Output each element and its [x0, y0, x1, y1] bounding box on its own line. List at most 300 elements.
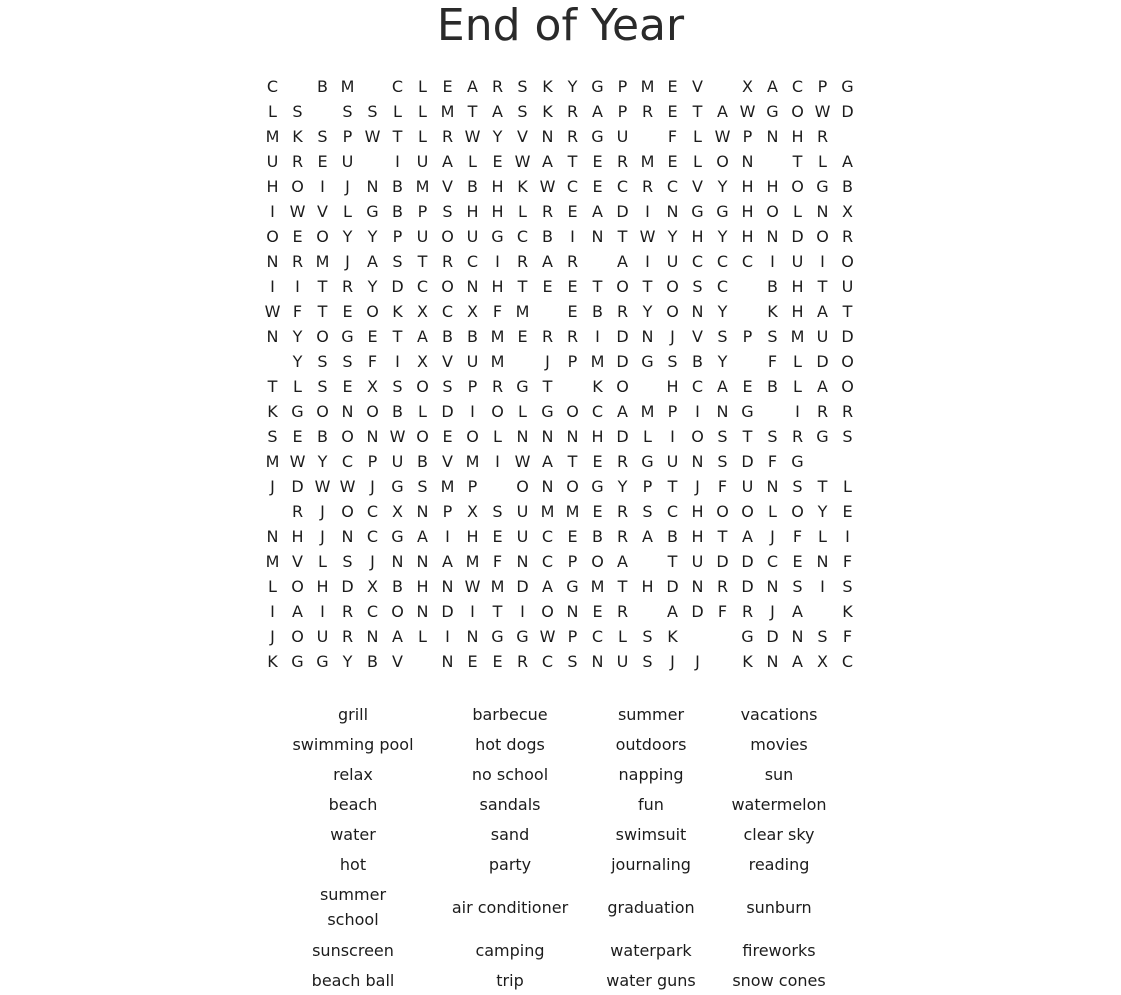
grid-cell[interactable]: U — [666, 252, 679, 271]
grid-cell[interactable]: P — [467, 477, 478, 496]
grid-cell[interactable]: S — [417, 477, 428, 496]
grid-cell[interactable]: P — [342, 127, 353, 146]
grid-cell[interactable]: C — [741, 252, 754, 271]
grid-cell[interactable]: K — [267, 652, 278, 671]
grid-cell[interactable]: H — [791, 127, 804, 146]
grid-cell[interactable]: L — [843, 477, 852, 496]
grid-cell[interactable]: O — [541, 602, 554, 621]
grid-cell[interactable]: D — [441, 602, 454, 621]
grid-cell[interactable]: T — [567, 152, 578, 171]
grid-cell[interactable]: C — [716, 277, 729, 296]
grid-cell[interactable] — [485, 474, 510, 499]
grid-cell[interactable]: A — [617, 552, 628, 571]
grid-cell[interactable]: D — [741, 452, 754, 471]
grid-cell[interactable]: G — [491, 227, 504, 246]
grid-cell[interactable]: N — [341, 527, 354, 546]
grid-cell[interactable]: H — [741, 177, 754, 196]
grid-cell[interactable]: V — [692, 327, 703, 346]
grid-cell[interactable]: K — [542, 102, 553, 121]
grid-cell[interactable]: T — [417, 252, 428, 271]
grid-cell[interactable] — [735, 299, 760, 324]
grid-cell[interactable]: L — [768, 502, 777, 521]
grid-cell[interactable]: M — [640, 152, 655, 171]
grid-cell[interactable]: Y — [717, 177, 728, 196]
grid-cell[interactable]: K — [392, 302, 403, 321]
grid-cell[interactable]: M — [440, 477, 455, 496]
grid-cell[interactable]: O — [791, 502, 804, 521]
grid-cell[interactable]: O — [391, 602, 404, 621]
grid-cell[interactable]: X — [417, 352, 428, 371]
grid-cell[interactable]: P — [642, 477, 653, 496]
grid-cell[interactable]: M — [340, 77, 355, 96]
grid-cell[interactable] — [710, 649, 735, 674]
grid-cell[interactable]: U — [741, 477, 754, 496]
grid-cell[interactable]: S — [792, 477, 803, 496]
grid-cell[interactable]: R — [841, 402, 854, 421]
grid-cell[interactable]: S — [842, 577, 853, 596]
grid-cell[interactable]: A — [817, 377, 828, 396]
grid-cell[interactable]: H — [491, 277, 504, 296]
grid-cell[interactable]: N — [666, 202, 679, 221]
grid-cell[interactable]: D — [841, 327, 854, 346]
grid-cell[interactable]: G — [716, 202, 729, 221]
grid-cell[interactable]: M — [490, 352, 505, 371]
grid-cell[interactable]: L — [343, 202, 352, 221]
grid-cell[interactable]: E — [592, 177, 603, 196]
grid-cell[interactable]: A — [717, 377, 728, 396]
grid-cell[interactable]: B — [467, 327, 478, 346]
grid-cell[interactable]: N — [541, 427, 554, 446]
grid-cell[interactable]: I — [845, 527, 850, 546]
grid-cell[interactable]: I — [270, 602, 275, 621]
grid-cell[interactable]: L — [418, 627, 427, 646]
grid-cell[interactable] — [635, 549, 660, 574]
grid-cell[interactable]: J — [770, 527, 775, 546]
grid-cell[interactable] — [510, 349, 535, 374]
grid-cell[interactable]: T — [692, 102, 703, 121]
grid-cell[interactable]: A — [292, 602, 303, 621]
grid-cell[interactable]: S — [492, 502, 503, 521]
grid-cell[interactable]: D — [616, 202, 629, 221]
grid-cell[interactable]: H — [741, 227, 754, 246]
grid-cell[interactable]: P — [567, 352, 578, 371]
grid-cell[interactable]: Y — [367, 227, 378, 246]
grid-cell[interactable]: S — [667, 352, 678, 371]
grid-cell[interactable]: O — [791, 102, 804, 121]
grid-cell[interactable]: C — [416, 277, 429, 296]
grid-cell[interactable]: E — [292, 227, 303, 246]
grid-cell[interactable]: B — [592, 527, 603, 546]
grid-cell[interactable]: S — [442, 202, 453, 221]
grid-cell[interactable]: K — [542, 77, 553, 96]
grid-cell[interactable]: Y — [342, 227, 353, 246]
grid-cell[interactable]: A — [442, 552, 453, 571]
grid-cell[interactable]: V — [442, 177, 453, 196]
grid-cell[interactable]: T — [567, 452, 578, 471]
grid-cell[interactable]: P — [667, 402, 678, 421]
grid-cell[interactable]: L — [693, 152, 702, 171]
grid-cell[interactable]: F — [492, 302, 503, 321]
grid-cell[interactable]: A — [792, 602, 803, 621]
grid-cell[interactable]: J — [545, 352, 550, 371]
grid-cell[interactable]: P — [392, 227, 403, 246]
grid-cell[interactable]: S — [317, 352, 328, 371]
grid-cell[interactable]: C — [516, 227, 529, 246]
grid-cell[interactable]: C — [666, 502, 679, 521]
grid-cell[interactable]: O — [716, 502, 729, 521]
grid-cell[interactable]: A — [767, 77, 778, 96]
grid-cell[interactable]: O — [266, 227, 279, 246]
grid-cell[interactable]: H — [291, 527, 304, 546]
grid-cell[interactable]: L — [693, 127, 702, 146]
grid-cell[interactable]: S — [292, 102, 303, 121]
grid-cell[interactable]: A — [617, 402, 628, 421]
grid-cell[interactable]: D — [391, 277, 404, 296]
grid-cell[interactable]: K — [292, 127, 303, 146]
grid-cell[interactable]: A — [617, 252, 628, 271]
grid-cell[interactable]: O — [841, 252, 854, 271]
grid-cell[interactable]: E — [592, 452, 603, 471]
grid-cell[interactable]: D — [616, 327, 629, 346]
grid-cell[interactable]: T — [492, 602, 503, 621]
grid-cell[interactable]: V — [692, 177, 703, 196]
grid-cell[interactable]: B — [542, 227, 553, 246]
grid-cell[interactable]: J — [370, 552, 375, 571]
grid-cell[interactable] — [310, 99, 335, 124]
grid-cell[interactable]: T — [392, 127, 403, 146]
grid-cell[interactable]: P — [567, 552, 578, 571]
grid-cell[interactable]: S — [642, 652, 653, 671]
grid-cell[interactable]: I — [570, 227, 575, 246]
grid-cell[interactable]: Y — [292, 352, 303, 371]
grid-cell[interactable]: L — [418, 77, 427, 96]
grid-cell[interactable]: T — [617, 227, 628, 246]
grid-cell[interactable]: E — [667, 152, 678, 171]
grid-cell[interactable]: O — [791, 177, 804, 196]
grid-cell[interactable]: E — [542, 277, 553, 296]
grid-cell[interactable] — [835, 449, 860, 474]
grid-cell[interactable]: N — [541, 477, 554, 496]
grid-cell[interactable]: S — [817, 627, 828, 646]
grid-cell[interactable]: H — [766, 177, 779, 196]
grid-cell[interactable]: U — [841, 277, 854, 296]
grid-cell[interactable]: M — [465, 552, 480, 571]
grid-cell[interactable]: N — [516, 427, 529, 446]
grid-cell[interactable]: T — [667, 552, 678, 571]
grid-cell[interactable]: G — [816, 427, 829, 446]
grid-cell[interactable]: S — [717, 427, 728, 446]
grid-cell[interactable]: S — [692, 277, 703, 296]
grid-cell[interactable]: E — [592, 602, 603, 621]
grid-cell[interactable]: R — [841, 227, 854, 246]
grid-cell[interactable]: R — [491, 377, 504, 396]
grid-cell[interactable]: E — [492, 152, 503, 171]
grid-cell[interactable]: O — [291, 627, 304, 646]
grid-cell[interactable]: E — [842, 502, 853, 521]
grid-cell[interactable]: W — [314, 477, 331, 496]
grid-cell[interactable]: L — [418, 127, 427, 146]
grid-cell[interactable]: N — [441, 652, 454, 671]
grid-cell[interactable]: X — [367, 377, 378, 396]
grid-cell[interactable]: N — [691, 302, 704, 321]
grid-cell[interactable]: R — [441, 252, 454, 271]
grid-cell[interactable]: R — [291, 502, 304, 521]
grid-cell[interactable]: D — [841, 102, 854, 121]
grid-cell[interactable]: L — [618, 627, 627, 646]
grid-cell[interactable]: D — [691, 602, 704, 621]
grid-cell[interactable]: Y — [567, 77, 578, 96]
grid-cell[interactable]: W — [289, 452, 306, 471]
grid-cell[interactable]: I — [320, 602, 325, 621]
grid-cell[interactable]: I — [520, 602, 525, 621]
grid-cell[interactable]: W — [714, 127, 731, 146]
grid-cell[interactable]: A — [417, 527, 428, 546]
grid-cell[interactable]: F — [292, 302, 303, 321]
grid-cell[interactable]: M — [415, 177, 430, 196]
grid-cell[interactable]: F — [792, 527, 803, 546]
grid-cell[interactable]: N — [566, 602, 579, 621]
grid-cell[interactable]: W — [464, 127, 481, 146]
grid-cell[interactable]: Y — [492, 127, 503, 146]
grid-cell[interactable]: E — [517, 327, 528, 346]
grid-cell[interactable]: P — [442, 502, 453, 521]
grid-cell[interactable]: O — [691, 427, 704, 446]
grid-cell[interactable]: L — [393, 102, 402, 121]
grid-cell[interactable]: N — [766, 652, 779, 671]
grid-cell[interactable]: H — [466, 527, 479, 546]
grid-cell[interactable]: N — [341, 402, 354, 421]
grid-cell[interactable]: R — [616, 602, 629, 621]
grid-cell[interactable]: V — [517, 127, 528, 146]
grid-cell[interactable]: C — [591, 402, 604, 421]
grid-cell[interactable]: H — [491, 202, 504, 221]
grid-cell[interactable]: G — [591, 477, 604, 496]
grid-cell[interactable]: J — [770, 602, 775, 621]
grid-cell[interactable] — [810, 449, 835, 474]
grid-cell[interactable]: Y — [342, 652, 353, 671]
grid-cell[interactable]: R — [491, 77, 504, 96]
grid-cell[interactable]: R — [341, 277, 354, 296]
grid-cell[interactable]: N — [441, 577, 454, 596]
grid-cell[interactable]: A — [442, 152, 453, 171]
grid-cell[interactable]: O — [341, 502, 354, 521]
grid-cell[interactable] — [635, 374, 660, 399]
grid-cell[interactable]: L — [318, 552, 327, 571]
grid-cell[interactable]: I — [495, 252, 500, 271]
grid-cell[interactable]: G — [741, 402, 754, 421]
grid-cell[interactable]: O — [666, 302, 679, 321]
grid-cell[interactable]: V — [442, 352, 453, 371]
grid-cell[interactable]: O — [841, 377, 854, 396]
grid-cell[interactable]: N — [266, 252, 279, 271]
grid-cell[interactable]: U — [316, 627, 329, 646]
grid-cell[interactable]: S — [642, 627, 653, 646]
grid-cell[interactable]: C — [366, 527, 379, 546]
grid-cell[interactable]: E — [567, 202, 578, 221]
grid-cell[interactable]: O — [566, 477, 579, 496]
grid-cell[interactable]: R — [566, 127, 579, 146]
grid-cell[interactable]: E — [342, 377, 353, 396]
grid-cell[interactable]: R — [541, 202, 554, 221]
grid-cell[interactable]: R — [616, 452, 629, 471]
grid-cell[interactable]: O — [316, 227, 329, 246]
grid-cell[interactable]: L — [818, 527, 827, 546]
grid-cell[interactable]: I — [470, 402, 475, 421]
grid-cell[interactable]: U — [266, 152, 279, 171]
grid-cell[interactable]: E — [667, 102, 678, 121]
grid-cell[interactable]: S — [317, 377, 328, 396]
grid-cell[interactable] — [710, 624, 735, 649]
grid-cell[interactable]: E — [467, 652, 478, 671]
grid-cell[interactable]: W — [814, 102, 831, 121]
grid-cell[interactable]: A — [367, 252, 378, 271]
grid-cell[interactable]: O — [516, 477, 529, 496]
grid-cell[interactable]: W — [514, 452, 531, 471]
grid-cell[interactable]: H — [266, 177, 279, 196]
grid-cell[interactable] — [560, 374, 585, 399]
grid-cell[interactable]: T — [717, 527, 728, 546]
grid-cell[interactable]: H — [316, 577, 329, 596]
grid-cell[interactable]: S — [342, 352, 353, 371]
grid-cell[interactable]: I — [820, 252, 825, 271]
grid-cell[interactable]: Y — [717, 302, 728, 321]
grid-cell[interactable]: F — [767, 452, 778, 471]
grid-cell[interactable] — [410, 649, 435, 674]
grid-cell[interactable]: O — [566, 402, 579, 421]
grid-cell[interactable]: C — [616, 177, 629, 196]
grid-cell[interactable]: E — [492, 527, 503, 546]
grid-cell[interactable]: B — [392, 577, 403, 596]
grid-cell[interactable]: C — [566, 177, 579, 196]
grid-cell[interactable]: S — [517, 77, 528, 96]
grid-cell[interactable]: R — [516, 252, 529, 271]
grid-cell[interactable]: N — [366, 177, 379, 196]
grid-cell[interactable]: I — [270, 277, 275, 296]
grid-cell[interactable]: O — [741, 502, 754, 521]
grid-cell[interactable]: N — [266, 327, 279, 346]
grid-cell[interactable]: L — [268, 577, 277, 596]
grid-cell[interactable]: N — [741, 152, 754, 171]
grid-cell[interactable]: N — [366, 627, 379, 646]
grid-cell[interactable]: I — [445, 527, 450, 546]
grid-cell[interactable]: M — [590, 352, 605, 371]
grid-cell[interactable]: B — [592, 302, 603, 321]
grid-cell[interactable]: E — [442, 77, 453, 96]
grid-cell[interactable]: D — [741, 552, 754, 571]
grid-cell[interactable]: G — [516, 627, 529, 646]
grid-cell[interactable]: C — [366, 602, 379, 621]
grid-cell[interactable]: C — [691, 252, 704, 271]
grid-cell[interactable]: B — [442, 327, 453, 346]
grid-cell[interactable]: R — [716, 577, 729, 596]
grid-cell[interactable]: M — [515, 302, 530, 321]
grid-cell[interactable]: C — [391, 77, 404, 96]
grid-cell[interactable]: O — [816, 227, 829, 246]
grid-cell[interactable]: C — [541, 552, 554, 571]
grid-cell[interactable]: G — [741, 627, 754, 646]
grid-cell[interactable]: P — [367, 452, 378, 471]
grid-cell[interactable]: H — [416, 577, 429, 596]
grid-cell[interactable]: B — [392, 177, 403, 196]
grid-cell[interactable]: C — [466, 252, 479, 271]
grid-cell[interactable]: R — [616, 152, 629, 171]
grid-cell[interactable]: N — [566, 427, 579, 446]
grid-cell[interactable]: N — [391, 552, 404, 571]
grid-cell[interactable] — [835, 124, 860, 149]
grid-cell[interactable]: U — [516, 502, 529, 521]
grid-cell[interactable]: L — [468, 152, 477, 171]
grid-cell[interactable]: P — [617, 77, 628, 96]
grid-cell[interactable]: U — [416, 227, 429, 246]
grid-cell[interactable]: B — [417, 452, 428, 471]
grid-cell[interactable]: D — [666, 577, 679, 596]
grid-cell[interactable]: M — [790, 327, 805, 346]
grid-cell[interactable]: O — [291, 577, 304, 596]
grid-cell[interactable]: X — [467, 302, 478, 321]
grid-cell[interactable]: O — [666, 277, 679, 296]
grid-cell[interactable]: O — [616, 277, 629, 296]
grid-cell[interactable]: T — [517, 277, 528, 296]
grid-cell[interactable]: S — [792, 577, 803, 596]
grid-cell[interactable]: A — [467, 77, 478, 96]
grid-cell[interactable]: D — [741, 577, 754, 596]
grid-cell[interactable]: G — [841, 77, 854, 96]
grid-cell[interactable]: M — [265, 127, 280, 146]
grid-cell[interactable]: T — [667, 477, 678, 496]
grid-cell[interactable]: S — [392, 377, 403, 396]
grid-cell[interactable]: O — [366, 302, 379, 321]
grid-cell[interactable]: N — [816, 552, 829, 571]
grid-cell[interactable]: J — [320, 527, 325, 546]
grid-cell[interactable]: C — [716, 252, 729, 271]
grid-cell[interactable]: A — [792, 652, 803, 671]
grid-cell[interactable]: R — [616, 302, 629, 321]
grid-cell[interactable]: S — [642, 502, 653, 521]
grid-cell[interactable]: G — [816, 177, 829, 196]
grid-cell[interactable]: R — [641, 102, 654, 121]
grid-cell[interactable]: L — [493, 427, 502, 446]
grid-cell[interactable]: S — [717, 327, 728, 346]
grid-cell[interactable]: C — [766, 552, 779, 571]
grid-cell[interactable]: C — [366, 502, 379, 521]
grid-cell[interactable]: W — [264, 302, 281, 321]
grid-cell[interactable]: C — [591, 627, 604, 646]
grid-cell[interactable]: B — [467, 177, 478, 196]
grid-cell[interactable]: U — [516, 527, 529, 546]
grid-cell[interactable]: G — [591, 127, 604, 146]
grid-cell[interactable] — [760, 399, 785, 424]
grid-cell[interactable]: T — [542, 377, 553, 396]
grid-cell[interactable]: E — [567, 302, 578, 321]
grid-cell[interactable]: T — [317, 277, 328, 296]
grid-cell[interactable]: L — [793, 202, 802, 221]
grid-cell[interactable]: O — [841, 352, 854, 371]
grid-cell[interactable]: B — [367, 652, 378, 671]
grid-cell[interactable]: R — [616, 502, 629, 521]
grid-cell[interactable]: I — [295, 277, 300, 296]
grid-cell[interactable]: Y — [617, 477, 628, 496]
grid-cell[interactable]: T — [842, 302, 853, 321]
grid-cell[interactable]: S — [517, 102, 528, 121]
grid-cell[interactable]: F — [842, 552, 853, 571]
grid-cell[interactable]: A — [542, 452, 553, 471]
grid-cell[interactable]: V — [292, 552, 303, 571]
grid-cell[interactable]: I — [495, 452, 500, 471]
grid-cell[interactable]: A — [417, 327, 428, 346]
grid-cell[interactable]: J — [270, 477, 275, 496]
grid-cell[interactable]: C — [441, 302, 454, 321]
grid-cell[interactable]: R — [441, 127, 454, 146]
